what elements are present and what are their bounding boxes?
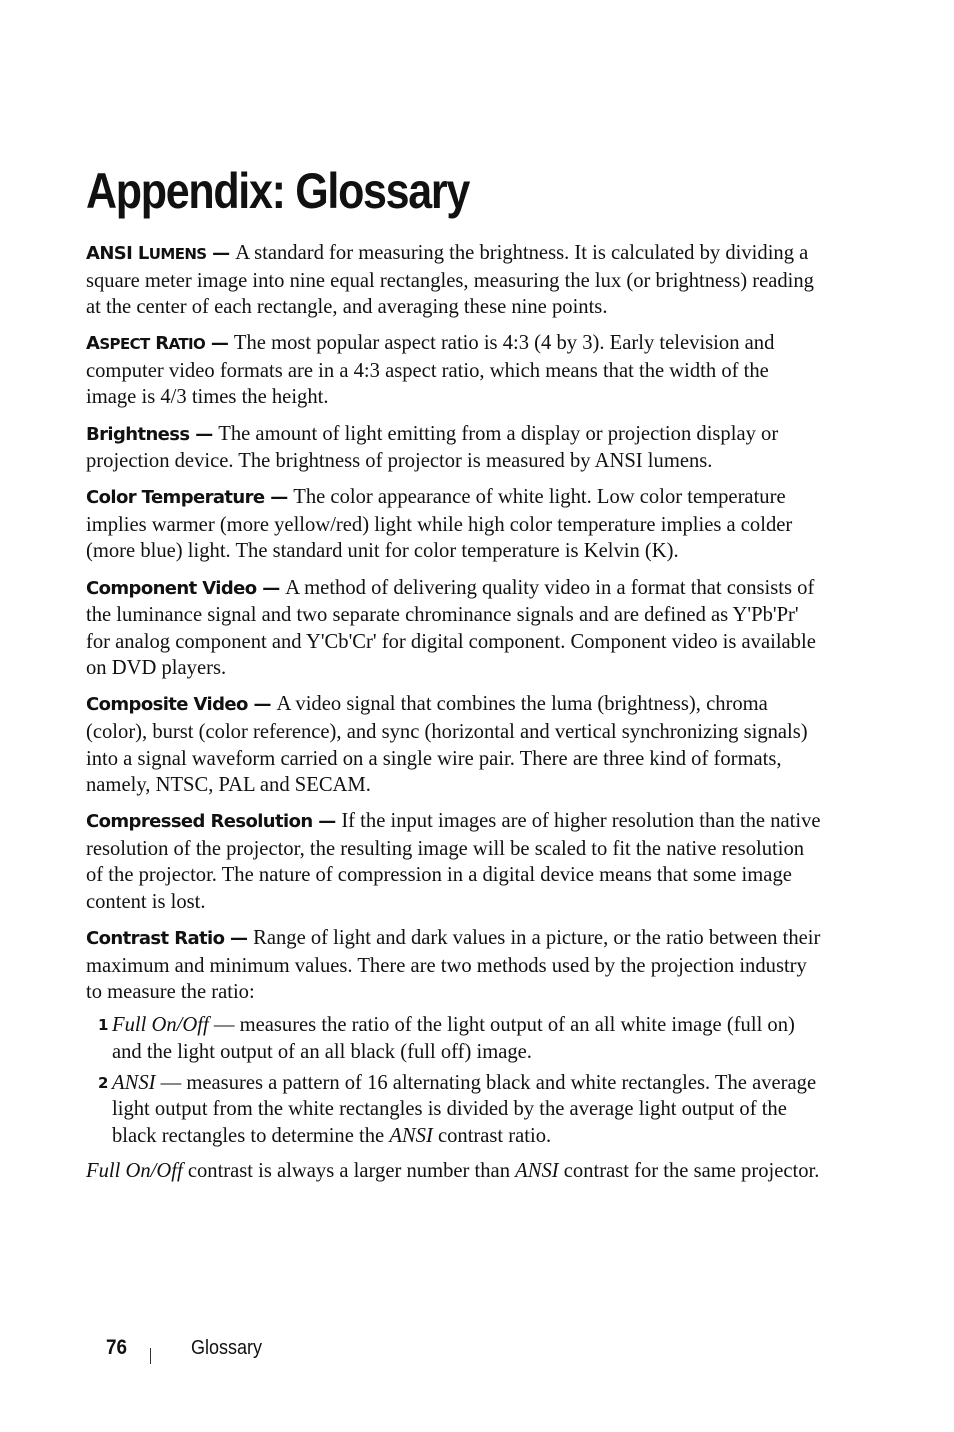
footer-section-label: Glossary (191, 1337, 263, 1359)
glossary-entry-component-video (86, 575, 822, 682)
footer-divider (150, 1348, 151, 1364)
glossary-term: ASPECT RATIO — (86, 333, 234, 355)
glossary-term: Compressed Resolution — (86, 811, 342, 833)
glossary-definition: The most popular aspect ratio is 4:3 (4 by 3). Early television and computer video formats are in a 4:3 aspect ratio, which means that the width of the image is 4/3 times the height. (86, 332, 775, 409)
glossary-definition: If the input images are of higher resolution than the native resolution of the projector, the resulting image will be scaled to fit the native resolution of the projector. The nature of compression in a digital device means that some image content is lost. (86, 810, 821, 914)
glossary-term: Brightness — (86, 423, 219, 445)
glossary-term: Color Temperature — (86, 487, 294, 509)
method-name: ANSI (389, 1124, 433, 1147)
glossary-term: Contrast Ratio — (86, 928, 254, 950)
step-number: 1 (98, 1016, 109, 1035)
glossary-entry-composite-video (86, 691, 822, 798)
glossary-entry-ansi-lumens (86, 240, 822, 321)
glossary-entry-contrast-ratio (86, 925, 822, 1006)
glossary-definition: The color appearance of white light. Low color temperature implies warmer (more yellow/red) light while high color temperature implies a colder (more blue) light. The standard unit for color temperature is Kelvin (K). (86, 486, 793, 563)
method-description: — measures a pattern of 16 alternating black and white rectangles. The average light output from the white rectangles is divided by the average light output of the black rectangles to determine the (112, 1071, 817, 1147)
glossary-definition: Range of light and dark values in a picture, or the ratio between their maximum and minimum values. There are two methods used by the projection industry to measure the ratio: (86, 927, 821, 1004)
glossary-definition: A method of delivering quality video in a format that consists of the luminance signal and two separate chrominance signals and are defined as Y'Pb'Pr' for analog component and Y'Cb'Cr' for digital component. Component video is available on DVD players. (86, 576, 816, 680)
contrast-method-item (86, 1070, 822, 1150)
glossary-term: Component Video — (86, 577, 286, 599)
method-name: ANSI (112, 1071, 156, 1094)
glossary-entry-color-temperature (86, 484, 822, 565)
glossary-term: Composite Video — (86, 694, 277, 716)
method-description: contrast ratio. (432, 1124, 552, 1147)
page-title: Appendix: Glossary (86, 163, 469, 219)
contrast-note: Full On/Off contrast is always a larger number than ANSI contrast for the same projector. (86, 1160, 820, 1183)
glossary-definition: A standard for measuring the brightness. It is calculated by dividing a square meter image into nine equal rectangles, measuring the lux (or brightness) reading at the center of each rectangle, and averaging these nine points. (86, 242, 814, 319)
contrast-method-item (86, 1012, 822, 1065)
glossary-list (86, 240, 822, 1195)
method-name: Full On/Off (112, 1014, 209, 1037)
glossary-entry-brightness (86, 421, 822, 475)
page-number: 76 (106, 1336, 128, 1359)
step-number: 2 (98, 1073, 109, 1092)
glossary-entry-compressed-resolution (86, 808, 822, 915)
method-description: — measures the ratio of the light output of an all white image (full on) and the light output of an all black (full off) image. (112, 1014, 795, 1064)
glossary-definition: A video signal that combines the luma (brightness), chroma (color), burst (color reference), and sync (horizontal and vertical synchronizing signals) into a signal waveform carried on a single wire pair. There are three kind of formats, namely, NTSC, PAL and SECAM. (86, 693, 808, 797)
contrast-method-list (86, 1012, 822, 1149)
glossary-entry-aspect-ratio (86, 330, 822, 411)
glossary-term: ANSI LUMENS — (86, 243, 236, 264)
glossary-definition: The amount of light emitting from a display or projection display or projection device. The brightness of projector is measured by ANSI lumens. (86, 422, 779, 473)
